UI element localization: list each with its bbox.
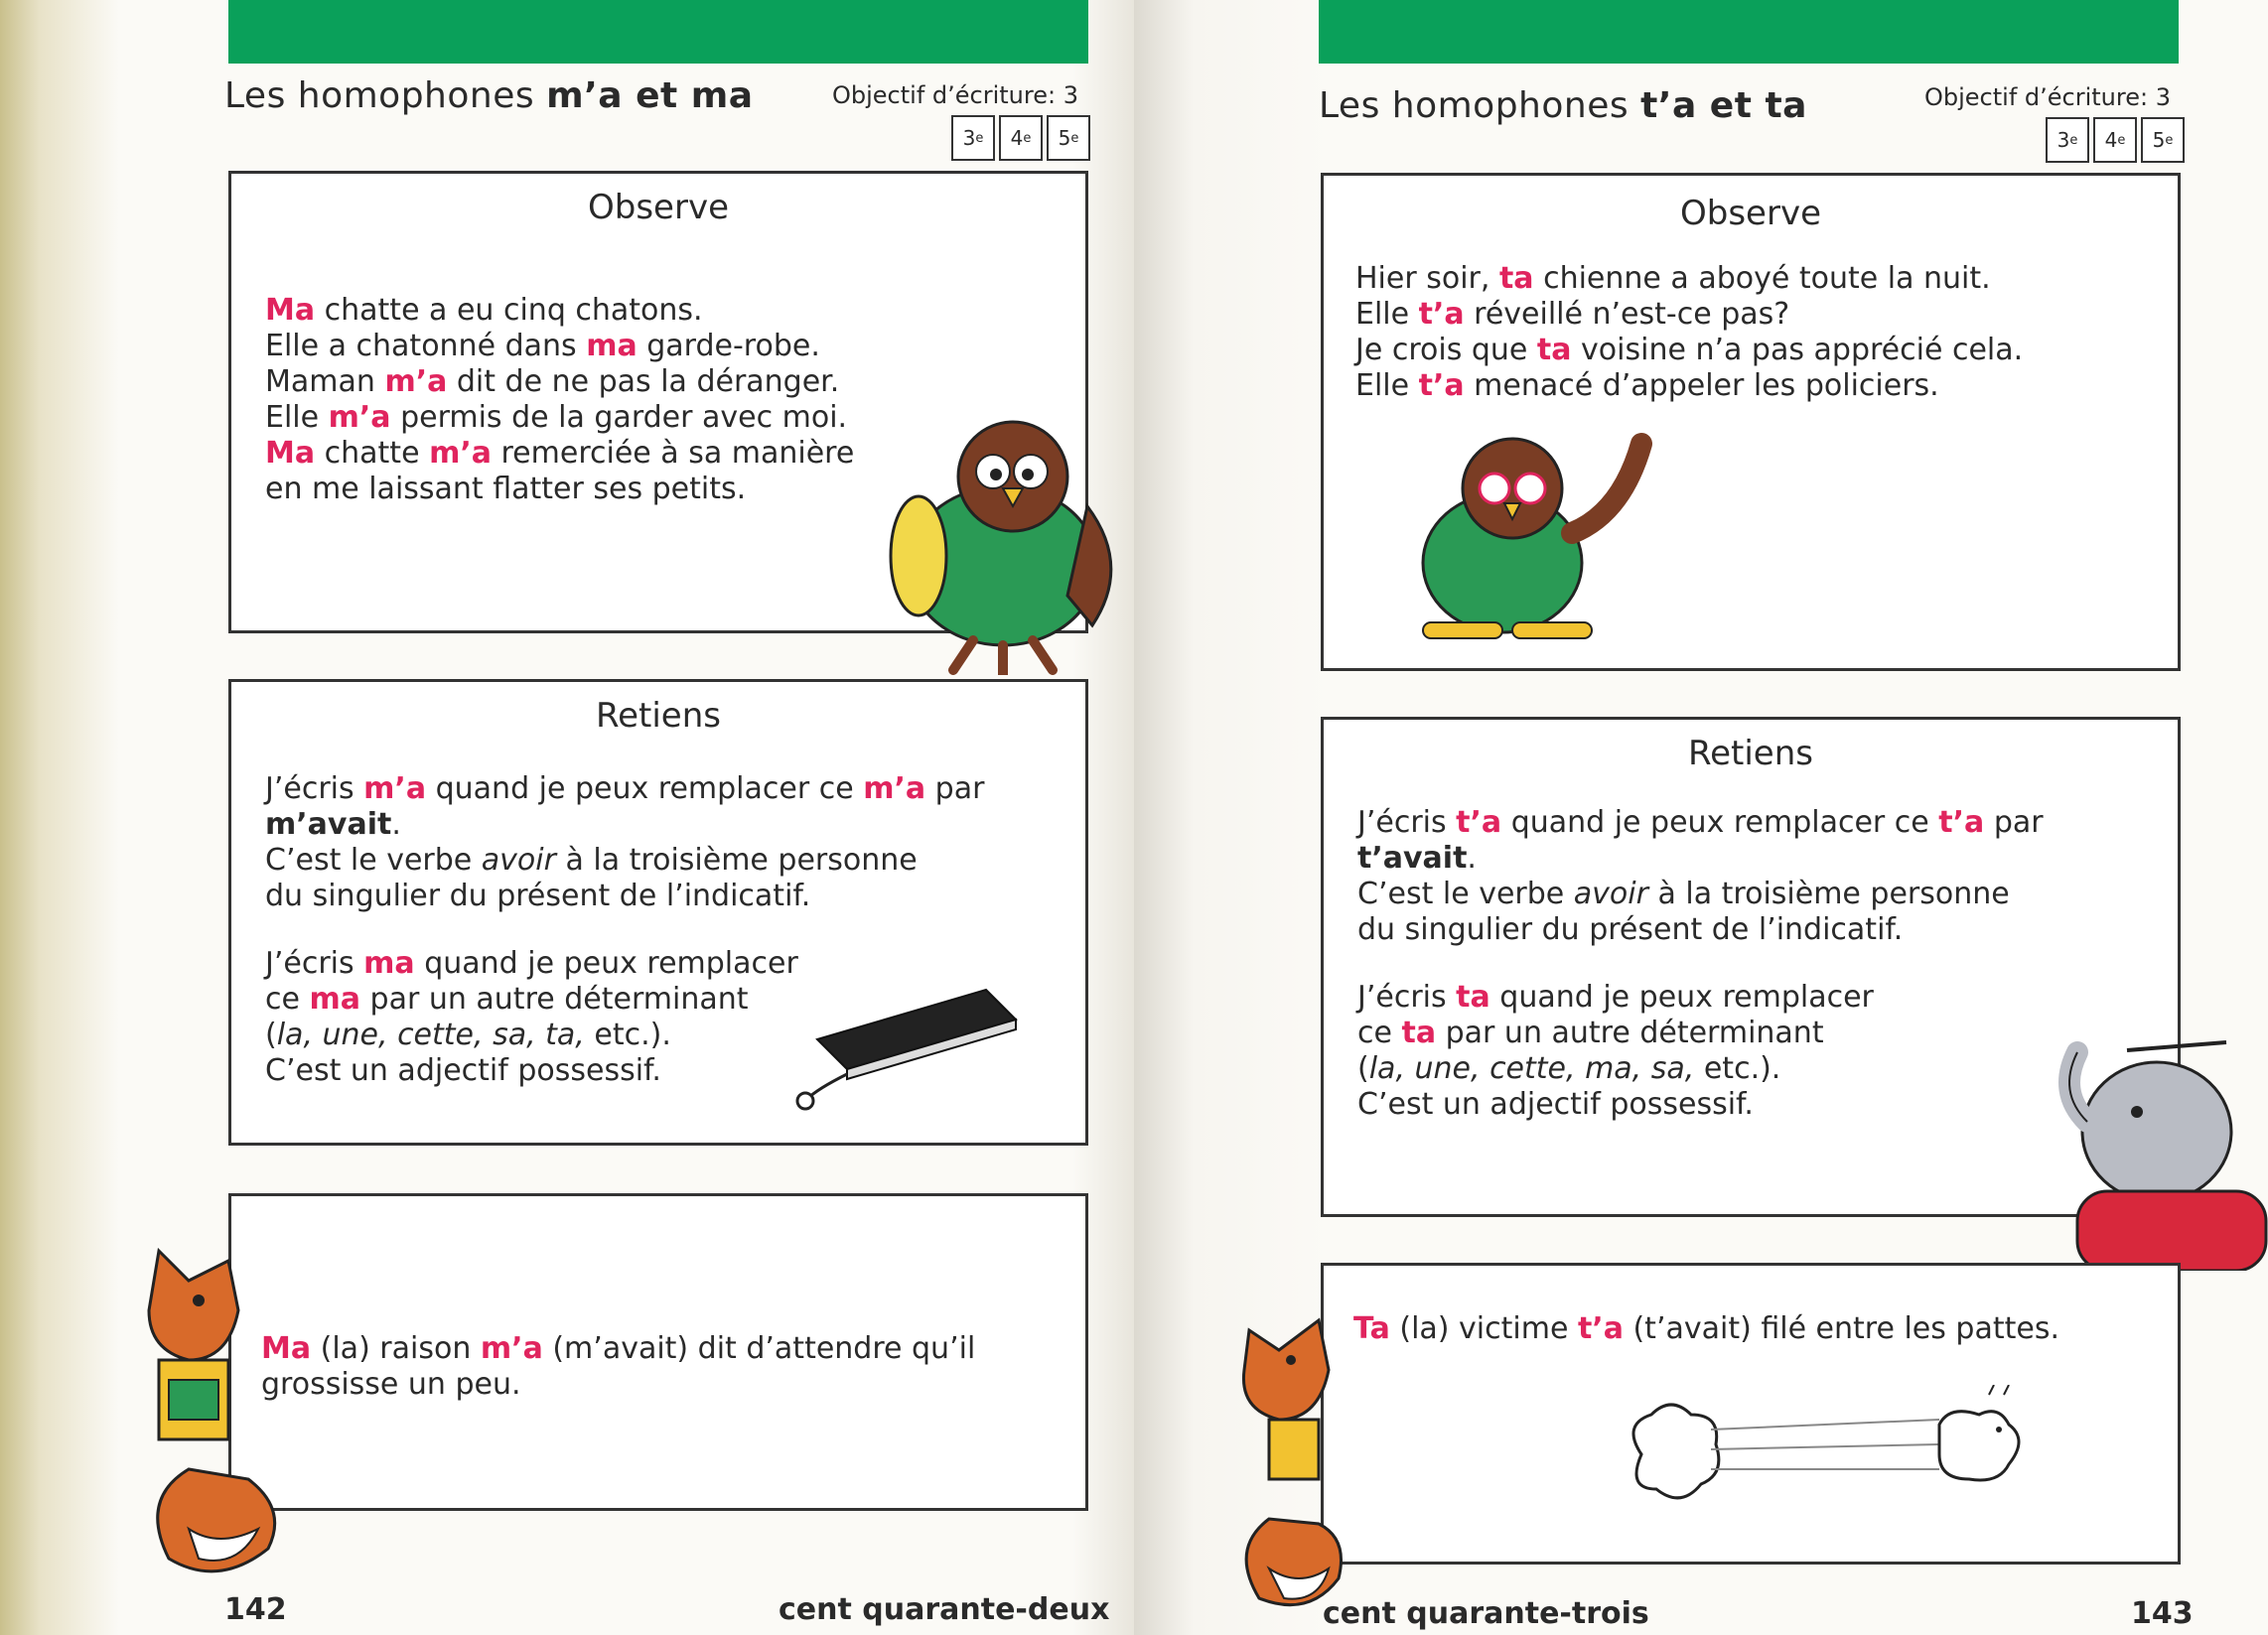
page-number-words: cent quarante-deux xyxy=(779,1592,1110,1627)
graduation-cap-icon xyxy=(787,980,1026,1119)
observe-line: Ma chatte m’a remerciée à sa manière xyxy=(265,436,855,471)
retiens-line: C’est un adjectif possessif. xyxy=(265,1053,661,1088)
retiens-box xyxy=(228,679,1088,1146)
page-title: Les homophones t’a et ta xyxy=(1319,85,1807,126)
right-page xyxy=(1134,0,2268,1635)
retiens-line: (la, une, cette, ma, sa, etc.). xyxy=(1357,1051,1781,1086)
retiens-line: du singulier du présent de l’indicatif. xyxy=(1357,912,1904,947)
observe-line: en me laissant flatter ses petits. xyxy=(265,472,747,506)
objectif-label: Objectif d’écriture: 3 xyxy=(832,81,1078,109)
retiens-heading: Retiens xyxy=(596,696,721,736)
example-box xyxy=(228,1193,1088,1511)
example-line: Ma (la) raison m’a (m’avait) dit d’attendre qu’il xyxy=(261,1331,976,1366)
green-header-band xyxy=(1319,0,2179,64)
level-badge: 3 e xyxy=(2046,117,2089,163)
observe-line: Ma chatte a eu cinq chatons. xyxy=(265,293,703,328)
retiens-line: J’écris t’a quand je peux remplacer ce t’a par xyxy=(1357,805,2044,840)
retiens-line: ce ma par un autre déterminant xyxy=(265,982,749,1017)
green-header-band xyxy=(228,0,1088,64)
observe-line: Hier soir, ta chienne a aboyé toute la nuit. xyxy=(1355,261,1991,296)
running-animal-dust-icon xyxy=(1612,1385,2049,1534)
retiens-line: C’est un adjectif possessif. xyxy=(1357,1087,1754,1122)
observe-line: Elle t’a menacé d’appeler les policiers. xyxy=(1355,368,1939,403)
level-badge: 5 e xyxy=(1047,115,1090,161)
observe-line: Je crois que ta voisine n’a pas apprécié cela. xyxy=(1355,333,2024,367)
page-number-words: cent quarante-trois xyxy=(1323,1596,1649,1631)
page-number: 142 xyxy=(224,1592,287,1627)
retiens-line: t’avait. xyxy=(1357,841,1477,876)
observe-heading: Observe xyxy=(1680,194,1821,233)
level-badge: 4 e xyxy=(2093,117,2137,163)
retiens-heading: Retiens xyxy=(1688,734,1813,773)
observe-line: Elle m’a permis de la garder avec moi. xyxy=(265,400,848,435)
page-number: 143 xyxy=(2131,1596,2194,1631)
objectif-label: Objectif d’écriture: 3 xyxy=(1924,83,2171,111)
retiens-line: ce ta par un autre déterminant xyxy=(1357,1016,1824,1050)
retiens-line: (la, une, cette, sa, ta, etc.). xyxy=(265,1018,671,1052)
page-title: Les homophones m’a et ma xyxy=(224,75,754,116)
observe-line: Elle t’a réveillé n’est-ce pas? xyxy=(1355,297,1790,332)
level-badges xyxy=(951,115,1090,161)
example-box xyxy=(1321,1263,2181,1565)
observe-line: Elle a chatonné dans ma garde-robe. xyxy=(265,329,820,363)
retiens-line: J’écris ma quand je peux remplacer xyxy=(265,946,798,981)
fox-peeking-icon xyxy=(1229,1300,1378,1618)
retiens-line: C’est le verbe avoir à la troisième personne xyxy=(1357,877,2010,911)
retiens-line: J’écris m’a quand je peux remplacer ce m’a par xyxy=(265,771,985,806)
elephant-icon xyxy=(2018,1032,2268,1271)
retiens-line: C’est le verbe avoir à la troisième personne xyxy=(265,843,918,878)
retiens-line: m’avait. xyxy=(265,807,401,842)
observe-line: Maman m’a dit de ne pas la déranger. xyxy=(265,364,840,399)
level-badges xyxy=(2046,117,2185,163)
fox-peeking-icon xyxy=(129,1231,328,1588)
owl-pointing-icon xyxy=(1383,424,1681,662)
level-badge: 3 e xyxy=(951,115,995,161)
level-badge: 5 e xyxy=(2141,117,2185,163)
observe-heading: Observe xyxy=(588,188,729,227)
example-line: grossisse un peu. xyxy=(261,1367,521,1402)
retiens-line: J’écris ta quand je peux remplacer xyxy=(1357,980,1874,1015)
level-badge: 4 e xyxy=(999,115,1043,161)
observe-box xyxy=(1321,173,2181,671)
example-line: Ta (la) victime t’a (t’avait) filé entre les pattes. xyxy=(1353,1311,2059,1346)
retiens-line: du singulier du présent de l’indicatif. xyxy=(265,879,811,913)
owl-holding-cat-icon xyxy=(864,397,1142,675)
